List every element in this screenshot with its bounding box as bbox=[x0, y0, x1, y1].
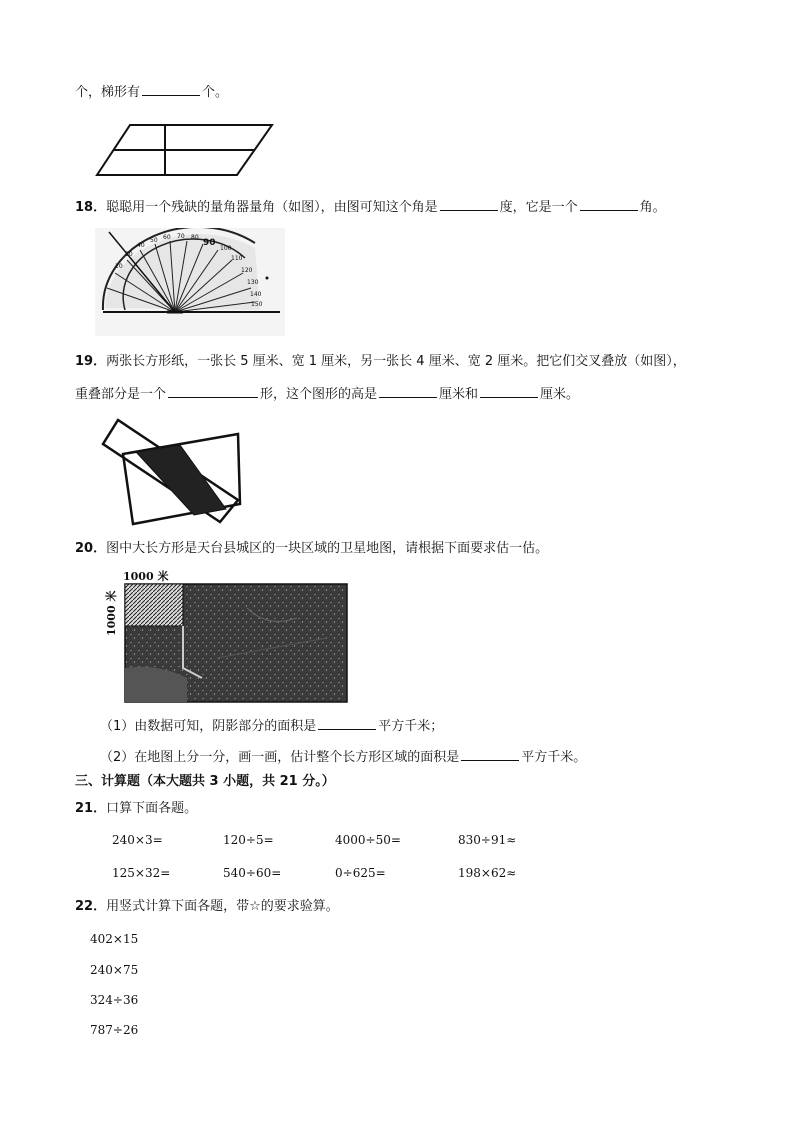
tick-label: 120 bbox=[241, 267, 253, 274]
height-blank-2[interactable] bbox=[480, 384, 538, 398]
q20-question: 20．图中大长方形是天台县城区的一块区域的卫星地图，请根据下面要求估一估。 bbox=[75, 541, 549, 556]
tick-label: 110 bbox=[231, 255, 243, 262]
tick-label: 90 bbox=[203, 238, 216, 248]
tick-label: 60 bbox=[163, 234, 171, 241]
mental-calc-item: 540÷60= bbox=[223, 866, 282, 880]
mental-calc-item: 0÷625= bbox=[335, 866, 386, 880]
height-blank-1[interactable] bbox=[379, 384, 437, 398]
overlapping-rectangles-figure bbox=[98, 414, 248, 530]
answer-blank[interactable] bbox=[142, 82, 200, 96]
tick-label: 40 bbox=[137, 242, 145, 249]
section-title: 三、计算题（本大题共 3 小题，共 21 分。） bbox=[75, 774, 335, 789]
tick-label: 150 bbox=[251, 301, 263, 308]
mental-calc-item: 4000÷50= bbox=[335, 833, 401, 847]
tick-label: 50 bbox=[150, 237, 158, 244]
map-vertical-label: 1000 米 bbox=[105, 590, 118, 636]
satellite-map[interactable] bbox=[97, 568, 349, 704]
shaded-area-blank[interactable] bbox=[318, 716, 376, 730]
mental-calc-item: 125×32= bbox=[112, 866, 171, 880]
q22-question: 22．用竖式计算下面各题，带☆的要求验算。 bbox=[75, 899, 339, 914]
vertical-calc-item: 324÷36 bbox=[90, 993, 139, 1007]
q20-sub2: （2）在地图上分一分，画一画，估计整个长方形区域的面积是 平方千米。 bbox=[100, 747, 586, 767]
mental-calc-item: 830÷91≈ bbox=[458, 833, 517, 847]
vertical-calc-item: 787÷26 bbox=[90, 1023, 139, 1037]
tick-label: 20 bbox=[115, 263, 123, 270]
q20-sub1: （1）由数据可知，阴影部分的面积是 平方千米； bbox=[100, 716, 443, 736]
tick-label: 140 bbox=[250, 291, 262, 298]
tick-label: 70 bbox=[177, 233, 185, 240]
q19-question-line1: 19．两张长方形纸，一张长 5 厘米、宽 1 厘米，另一张长 4 厘米、宽 2 厘米。把它们交叉叠放（如图）， bbox=[75, 354, 686, 369]
tick-label: 80 bbox=[191, 234, 199, 241]
shape-name-blank[interactable] bbox=[168, 384, 258, 398]
map-horizontal-label: 1000 米 bbox=[123, 570, 169, 583]
tick-label: 30 bbox=[125, 251, 133, 258]
protractor-figure bbox=[95, 228, 285, 336]
q19-question-line2: 重叠部分是一个 形，这个图形的高是 厘米和 厘米。 bbox=[75, 384, 579, 404]
vertical-calc-item: 240×75 bbox=[90, 963, 139, 977]
tick-label: 100 bbox=[220, 245, 232, 252]
angle-degree-blank[interactable] bbox=[440, 197, 498, 211]
parallelogram-figure bbox=[95, 122, 275, 178]
q21-question: 21．口算下面各题。 bbox=[75, 801, 198, 816]
q17-tail: 个，梯形有 个。 bbox=[75, 82, 228, 102]
mental-calc-item: 120÷5= bbox=[223, 833, 274, 847]
angle-type-blank[interactable] bbox=[580, 197, 638, 211]
total-area-blank[interactable] bbox=[461, 747, 519, 761]
mental-calc-item: 198×62≈ bbox=[458, 866, 517, 880]
mental-calc-item: 240×3= bbox=[112, 833, 163, 847]
q18-question: 18．聪聪用一个残缺的量角器量角（如图），由图可知这个角是 度，它是一个 角。 bbox=[75, 197, 666, 217]
vertical-calc-item: 402×15 bbox=[90, 932, 139, 946]
tick-label: 130 bbox=[247, 279, 259, 286]
